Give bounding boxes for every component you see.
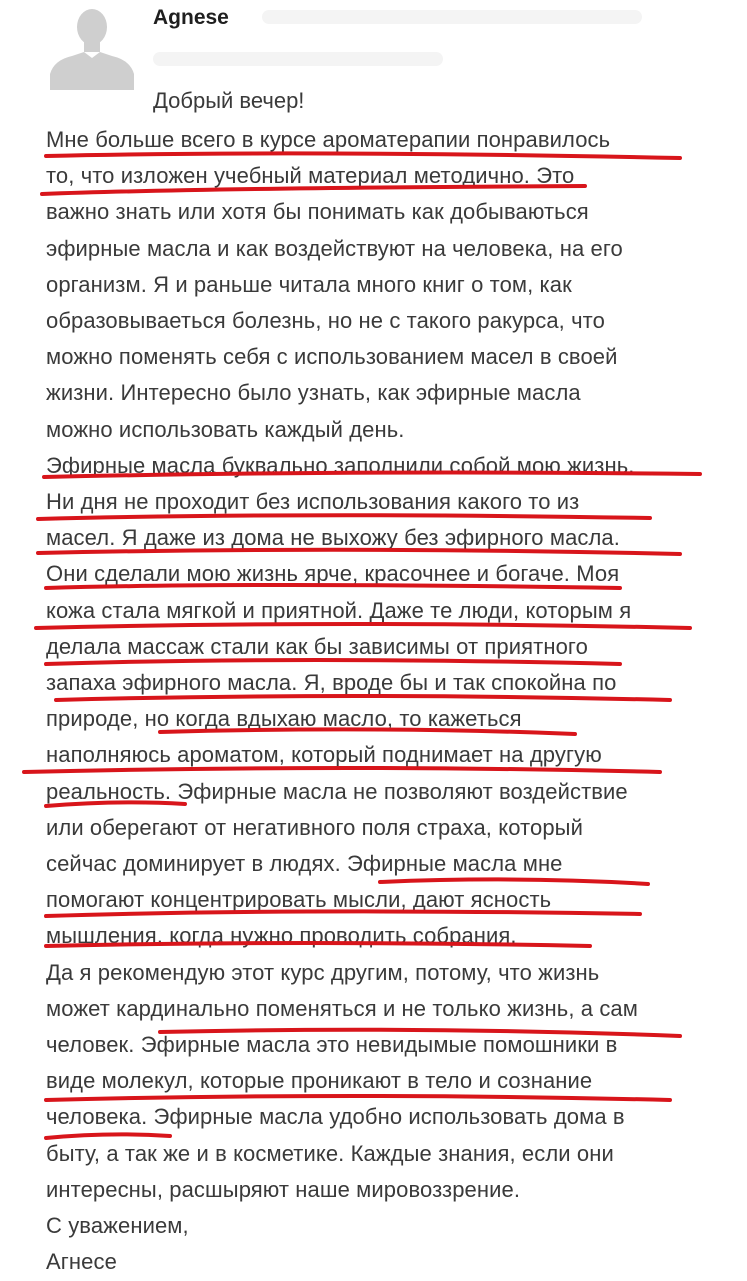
review-line: Ни дня не проходит без использования какого то из [46,489,580,515]
review-line: мышления, когда нужно проводить собрания. [46,923,517,949]
review-greeting: Добрый вечер! [153,88,305,113]
review-line: реальность. Эфирные масла не позволяют воздействие [46,778,628,804]
review-line: Мне больше всего в курсе ароматерапии понравилось [46,127,611,152]
avatar [50,0,134,90]
review-line: можно поменять себя с использованием масел в своей [46,344,618,370]
review-line: виде молекул, которые проникают в тело и сознание [46,1068,593,1094]
review-line: масел. Я даже из дома не выхожу без эфирного масла. [46,525,620,551]
review-line: кожа стала мягкой и приятной. Даже те люди, которым я [46,597,632,623]
review-line: наполняюсь ароматом, который поднимает на другую [46,742,602,768]
review-line: то, что изложен учебный материал методично. Это [46,163,575,189]
review-line: делала массаж стали как бы зависимы от приятного [46,633,588,659]
review-line: Да я рекомендую этот курс другим, потому, что жизнь [46,959,600,985]
review-line: Они сделали мою жизнь ярче, красочнее и богаче. Моя [46,561,620,587]
review-line: можно использовать каждый день. [46,416,405,442]
review-line: С уважением, [46,1213,189,1239]
default-user-silhouette-icon [50,0,134,90]
author-name[interactable]: Agnese [153,6,229,29]
review-line: Эфирные масла буквально заполнили собой мою жизнь. [46,452,635,478]
review-line: быту, а так же и в косметике. Каждые знания, если они [46,1140,614,1166]
blurred-metadata [262,10,642,24]
review-line: образовываеться болезнь, но не с такого ракурса, что [46,308,605,334]
review-line: сейчас доминирует в людях. Эфирные масла мне [46,851,563,877]
review-line: интересны, расшыряют наше мировоззрение. [46,1176,521,1202]
review-line: может кардинально поменяться и не только жизнь, а сам [46,995,638,1021]
review-line: эфирные масла и как воздействуют на человека, на его [46,235,623,261]
review-line: человек. Эфирные масла это невидымые помошники в [46,1032,618,1058]
review-line: запаха эфирного масла. Я, вроде бы и так спокойна по [46,670,617,696]
review-line: важно знать или хотя бы понимать как добываються [46,199,589,225]
review-body [46,122,726,1281]
review-line: человека. Эфирные масла удобно использовать дома в [46,1104,625,1130]
review-line: организм. Я и раньше читала много книг о том, как [46,271,572,297]
review-line: или оберегают от негативного поля страха, который [46,814,583,840]
review-line: помогают концентрировать мысли, дают ясность [46,887,552,913]
review-line: Агнесе [46,1249,117,1275]
review-line: жизни. Интересно было узнать, как эфирные масла [46,380,581,406]
review-line: природе, но когда вдыхаю масло, то кажеться [46,706,522,732]
blurred-date [153,52,443,66]
